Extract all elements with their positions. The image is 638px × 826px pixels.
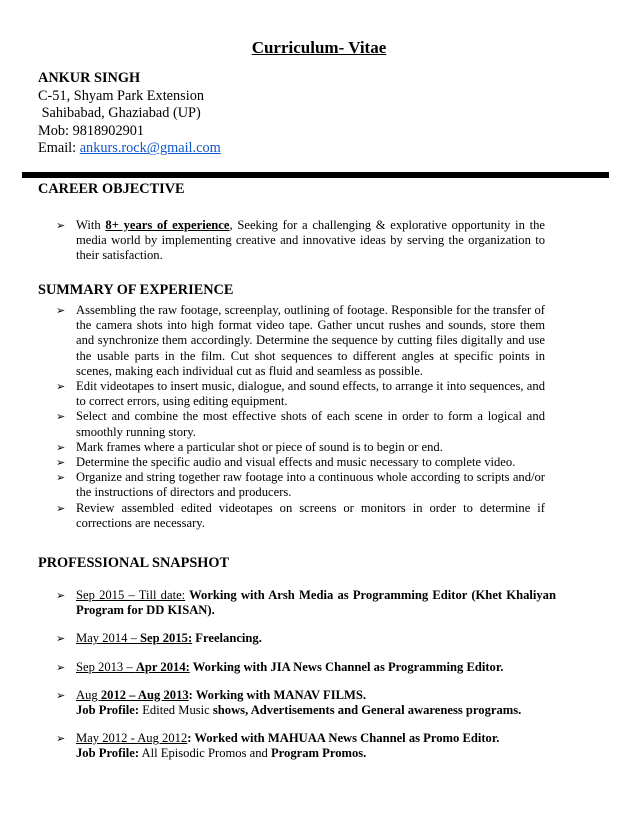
role-text: : Worked with MAHUAA News Channel as Promo Editor. [187, 731, 500, 746]
profile-label: Job Profile: [76, 703, 140, 718]
arrow-bullet-icon: ➢ [56, 632, 66, 646]
arrow-bullet-icon: ➢ [56, 501, 66, 515]
section-divider [22, 172, 609, 178]
career-objective-heading: CAREER OBJECTIVE [38, 181, 185, 197]
objective-emphasis: 8+ years of experience [105, 218, 230, 232]
arrow-bullet-icon: ➢ [56, 688, 66, 702]
arrow-bullet-icon: ➢ [56, 380, 66, 394]
mobile-number: 9818902901 [72, 122, 145, 139]
summary-text: Edit videotapes to insert music, dialogue, and sound effects, to arrange it into sequences, and to correct errors, using editing equipment. [76, 379, 545, 409]
period-text: Sep 2015 – Till date: [76, 588, 186, 602]
address-line-2: Sahibabad, Ghaziabad (UP) [38, 105, 201, 122]
list-item [56, 588, 556, 618]
arrow-bullet-icon: ➢ [56, 440, 66, 454]
arrow-bullet-icon: ➢ [56, 456, 66, 470]
period-text: Aug [76, 687, 101, 702]
summary-text: Mark frames where a particular shot or piece of sound is to begin or end. [76, 439, 443, 454]
period-text: Sep 2013 – [76, 659, 136, 674]
arrow-bullet-icon: ➢ [56, 219, 66, 232]
list-item [56, 409, 545, 439]
candidate-name: ANKUR SINGH [38, 70, 141, 86]
role-text: : Working with MANAV FILMS. [188, 687, 367, 702]
email-line [38, 140, 221, 158]
list-item [56, 303, 545, 379]
arrow-bullet-icon: ➢ [56, 589, 66, 602]
summary-text: Review assembled edited videotapes on screens or monitors in order to determine if corrections are necessary. [76, 500, 545, 530]
list-item [56, 631, 556, 646]
summary-text: Assembling the raw footage, screenplay, outlining of footage. Responsible for the transfer of the camera shots into high format video tape. Gather uncut rushes and sounds, store them and synchronize them accordingly. Determine the sequence by cutting files digitally and use the usable parts in the film. Cut shot sequences to different angles at specific points in scenes, making each individual cut as fluid and seamless as possible. [76, 303, 545, 378]
objective-text: , Seeking for a challenging & explorative opportunity in the media world by implementing creative and innovative ideas by serving the organization to their satisfaction. [76, 218, 545, 263]
profile-text: Edited Music [139, 703, 213, 718]
summary-heading: SUMMARY OF EXPERIENCE [38, 282, 234, 298]
period-highlight: Apr 2014: [135, 659, 190, 674]
address-line-1: C-51, Shyam Park Extension [38, 87, 204, 104]
email-label: Email: [38, 140, 80, 157]
arrow-bullet-icon: ➢ [56, 471, 66, 485]
summary-text: Organize and string together raw footage into a continuous whole according to scripts and/or the instructions of directors and producers. [76, 470, 545, 500]
list-item [56, 688, 556, 718]
arrow-bullet-icon: ➢ [56, 732, 66, 746]
list-item [56, 660, 556, 675]
list-item [56, 470, 545, 500]
period-text: May 2014 – [76, 631, 141, 646]
career-objective-list [56, 218, 545, 264]
list-item [56, 501, 545, 531]
snapshot-list [56, 588, 556, 775]
list-item [56, 440, 545, 455]
mobile-line [38, 123, 221, 141]
list-item [56, 731, 556, 761]
profile-text: All Episodic Promos and [139, 746, 271, 761]
summary-text: Determine the specific audio and visual effects and music necessary to complete video. [76, 455, 516, 470]
arrow-bullet-icon: ➢ [56, 660, 66, 674]
arrow-bullet-icon: ➢ [56, 410, 66, 424]
email-link[interactable]: ankurs.rock@gmail.com [79, 140, 221, 157]
role-text: Working with JIA News Channel as Programming Editor. [189, 659, 504, 674]
period-highlight: 2012 – Aug 2013 [100, 687, 189, 702]
profile-highlight: shows, Advertisements and General awareness programs. [212, 703, 522, 718]
snapshot-heading: PROFESSIONAL SNAPSHOT [38, 555, 230, 571]
arrow-bullet-icon: ➢ [56, 304, 66, 317]
period-text: May 2012 - Aug 2012 [76, 731, 188, 746]
contact-block [38, 70, 221, 158]
profile-highlight: Program Promos. [270, 746, 367, 761]
list-item [56, 218, 545, 264]
summary-text: Select and combine the most effective shots of each scene in order to form a logical and smoothly running story. [76, 409, 545, 439]
list-item [56, 455, 545, 470]
role-text: Working with Arsh Media as Programming Editor (Khet Khaliyan Program for DD KISAN). [76, 588, 556, 618]
objective-prefix: With [76, 218, 106, 232]
mobile-label: Mob: [38, 122, 73, 139]
summary-list [56, 303, 545, 531]
profile-label: Job Profile: [76, 746, 140, 761]
period-highlight: Sep 2015: [140, 631, 193, 646]
document-title: Curriculum- Vitae [251, 38, 387, 57]
list-item [56, 379, 545, 409]
role-text: Freelancing. [192, 631, 262, 646]
